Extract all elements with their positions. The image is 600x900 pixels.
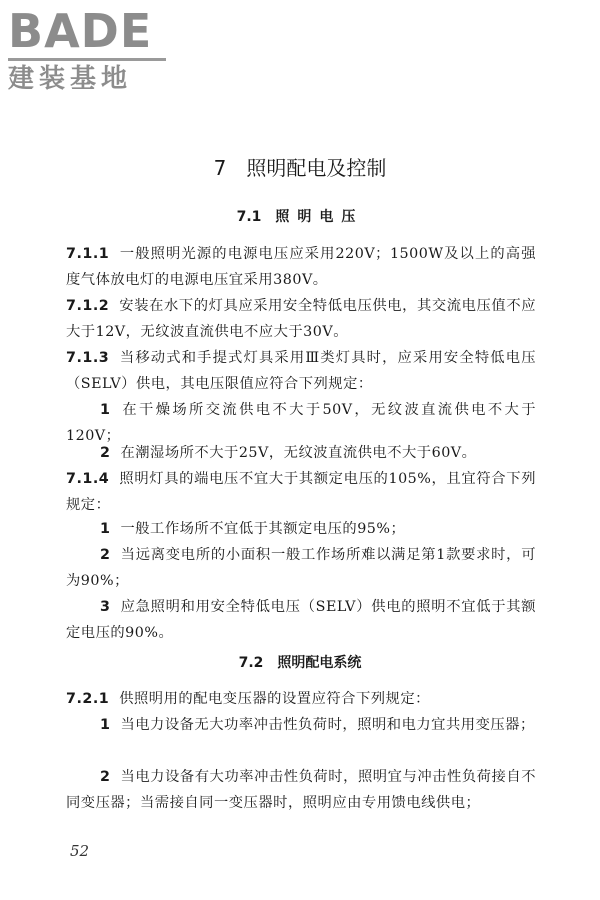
clause-number: 7.1.3	[66, 350, 110, 366]
chapter-title: 照明配电及控制	[246, 156, 387, 180]
chapter-heading	[0, 154, 600, 182]
item-number: 2	[100, 547, 111, 563]
clause-paragraph	[66, 345, 536, 397]
item-text: 在干燥场所交流供电不大于50V，无纹波直流供电不大于120V；	[66, 402, 536, 444]
clause-number: 7.1.4	[66, 471, 110, 487]
item-text: 当电力设备无大功率冲击性负荷时，照明和电力宜共用变压器；	[120, 717, 535, 733]
logo-letter: A	[44, 4, 81, 58]
item-number: 1	[100, 717, 111, 733]
item-number: 3	[100, 599, 111, 615]
item-number: 1	[100, 402, 111, 418]
section-number: 7.1	[236, 209, 262, 225]
clause-paragraph	[66, 293, 536, 345]
list-item	[66, 542, 536, 594]
item-text: 在潮湿场所不大于25V，无纹波直流供电不大于60V。	[120, 445, 477, 461]
publisher-logo	[8, 6, 178, 96]
logo-letter: E	[119, 4, 153, 58]
logo-letter: D	[80, 4, 120, 58]
logo-subtitle: 建装基地	[8, 64, 133, 94]
clause-paragraph	[66, 466, 536, 518]
section-title: 照明配电系统	[277, 655, 362, 671]
logo-wordmark	[8, 6, 178, 56]
clause-number: 7.1.1	[66, 246, 110, 262]
clause-text: 供照明用的配电变压器的设置应符合下列规定：	[119, 691, 430, 707]
clause-paragraph	[66, 686, 536, 712]
list-item	[66, 712, 536, 738]
section-number: 7.2	[238, 655, 264, 671]
clause-text: 照明灯具的端电压不宜大于其额定电压的105%，且宜符合下列规定：	[66, 471, 536, 513]
list-item	[66, 594, 536, 646]
item-text: 一般工作场所不宜低于其额定电压的95%；	[120, 521, 406, 537]
item-text: 当电力设备有大功率冲击性负荷时，照明宜与冲击性负荷接自不同变压器；当需接自同一变压器时，照明应由专用馈电线供电；	[66, 769, 536, 811]
section-heading	[0, 206, 600, 228]
clause-text: 安装在水下的灯具应采用安全特低电压供电，其交流电压值不应大于12V，无纹波直流供电不应大于30V。	[66, 298, 536, 340]
item-number: 2	[100, 769, 111, 785]
chapter-number: 7	[213, 156, 227, 180]
item-text: 应急照明和用安全特低电压（SELV）供电的照明不宜低于其额定电压的90%。	[66, 599, 536, 641]
item-number: 1	[100, 521, 111, 537]
logo-rule	[8, 58, 166, 61]
clause-text: 一般照明光源的电源电压应采用220V；1500W及以上的高强度气体放电灯的电源电压宜采用380V。	[66, 246, 536, 288]
item-text: 当远离变电所的小面积一般工作场所难以满足第1款要求时，可为90%；	[66, 547, 536, 589]
list-item	[66, 440, 536, 466]
logo-letter: B	[8, 4, 45, 58]
clause-number: 7.1.2	[66, 298, 110, 314]
page-number: 52	[70, 842, 90, 860]
section-heading	[0, 652, 600, 674]
clause-paragraph	[66, 241, 536, 293]
list-item	[66, 516, 536, 542]
list-item	[66, 764, 536, 816]
clause-text: 当移动式和手提式灯具采用Ⅲ类灯具时，应采用安全特低电压（SELV）供电，其电压限值应符合下列规定：	[66, 350, 536, 392]
item-number: 2	[100, 445, 111, 461]
clause-number: 7.2.1	[66, 691, 110, 707]
section-title: 照明电压	[275, 209, 364, 225]
